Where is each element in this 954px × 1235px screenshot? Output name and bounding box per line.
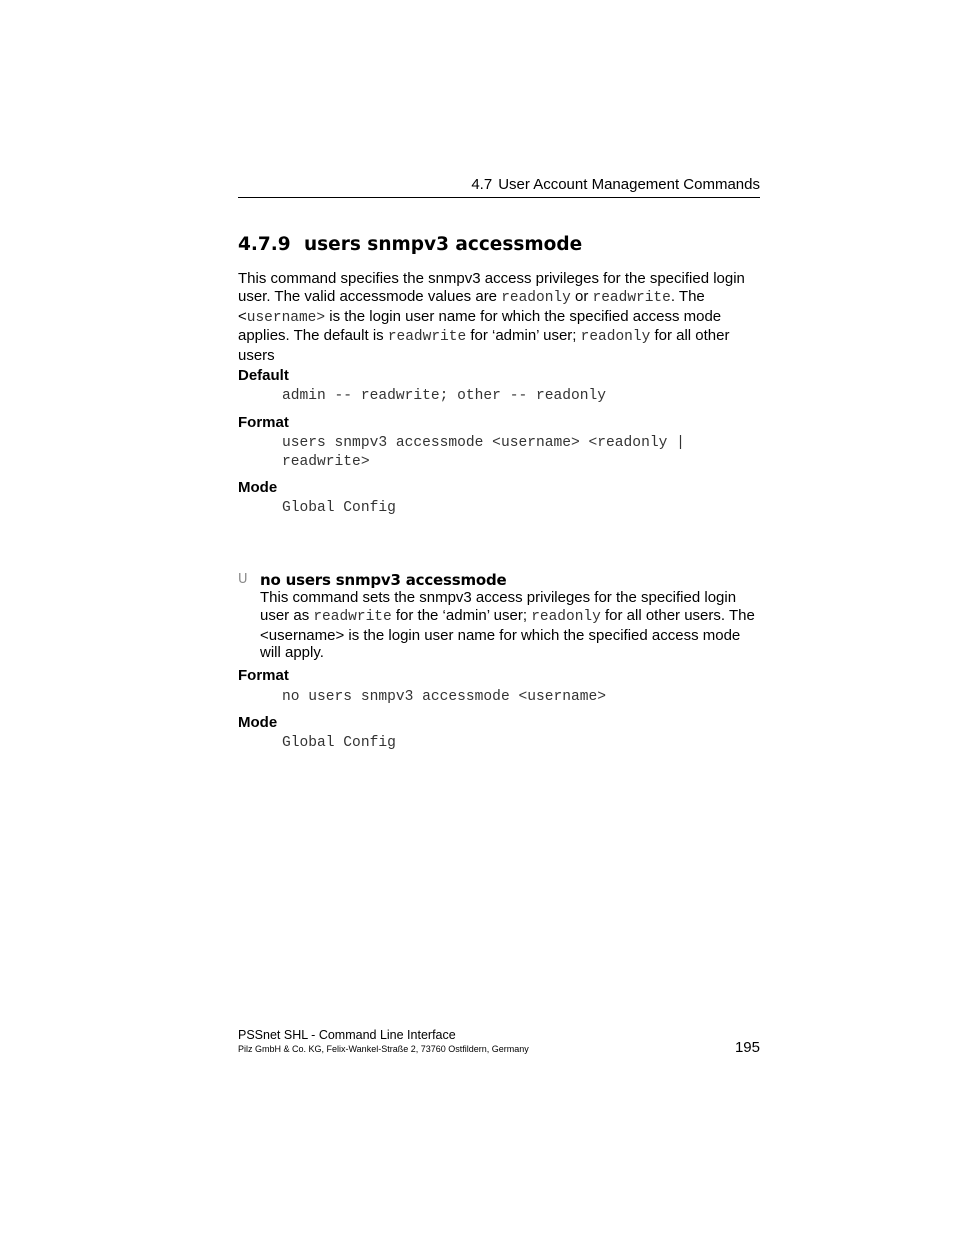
description-code: username> <box>246 309 326 326</box>
description-text: This command sets the snmpv3 access privileges for the specified login user as <box>260 589 737 624</box>
mode-label: Mode <box>238 479 278 496</box>
sub-mode-value: Global Config <box>282 735 396 751</box>
subcommand-title: no users snmpv3 accessmode <box>260 571 507 589</box>
section-number: 4.7.9 <box>238 234 291 255</box>
footer-doc-title: PSSnet SHL - Command Line Interface <box>238 1028 456 1042</box>
description-text: This command specifies the snmpv3 access privileges for the specified login user. The valid accessmode values are <box>238 270 745 305</box>
description-code: readonly <box>580 329 651 346</box>
description-code: readwrite <box>387 329 467 346</box>
description-text: . The < <box>238 287 705 325</box>
subcommand-description <box>260 589 760 662</box>
description-text: for all other users. The <username> is the login user name for which the specified access mode will apply. <box>260 606 755 662</box>
description-code: readwrite <box>313 608 392 625</box>
header-section-title: User Account Management Commands <box>498 176 760 193</box>
running-header <box>238 176 760 198</box>
format-value: users snmpv3 accessmode <username> <readonly | readwrite> <box>282 435 685 470</box>
description-code: readonly <box>531 608 601 625</box>
sub-format-label: Format <box>238 667 289 684</box>
header-section-number: 4.7 <box>471 176 493 193</box>
default-label: Default <box>238 367 289 384</box>
description-text: for ‘admin’ user; <box>466 327 581 345</box>
sub-format-value: no users snmpv3 accessmode <username> <box>282 689 607 705</box>
description-text: is the login user name for which the specified access mode applies. The default is <box>238 307 722 345</box>
format-label: Format <box>238 414 289 431</box>
mode-value: Global Config <box>282 500 396 516</box>
section-title-text: users snmpv3 accessmode <box>304 234 583 255</box>
description-code: readwrite <box>592 289 671 306</box>
document-page <box>238 0 760 1235</box>
page-number: 195 <box>734 1039 760 1056</box>
description-text: for all other users <box>238 327 730 365</box>
section-title <box>238 233 582 257</box>
description-text: or <box>570 287 593 305</box>
description-code: readonly <box>501 289 571 306</box>
footer-company-address: Pilz GmbH & Co. KG, Felix-Wankel-Straße 2, 73760 Ostfildern, Germany <box>238 1044 529 1054</box>
sub-mode-label: Mode <box>238 714 278 731</box>
default-value: admin -- readwrite; other -- readonly <box>282 388 607 404</box>
bullet-icon: U <box>238 572 248 587</box>
section-description <box>238 270 760 365</box>
description-text: for the ‘admin’ user; <box>391 606 532 624</box>
